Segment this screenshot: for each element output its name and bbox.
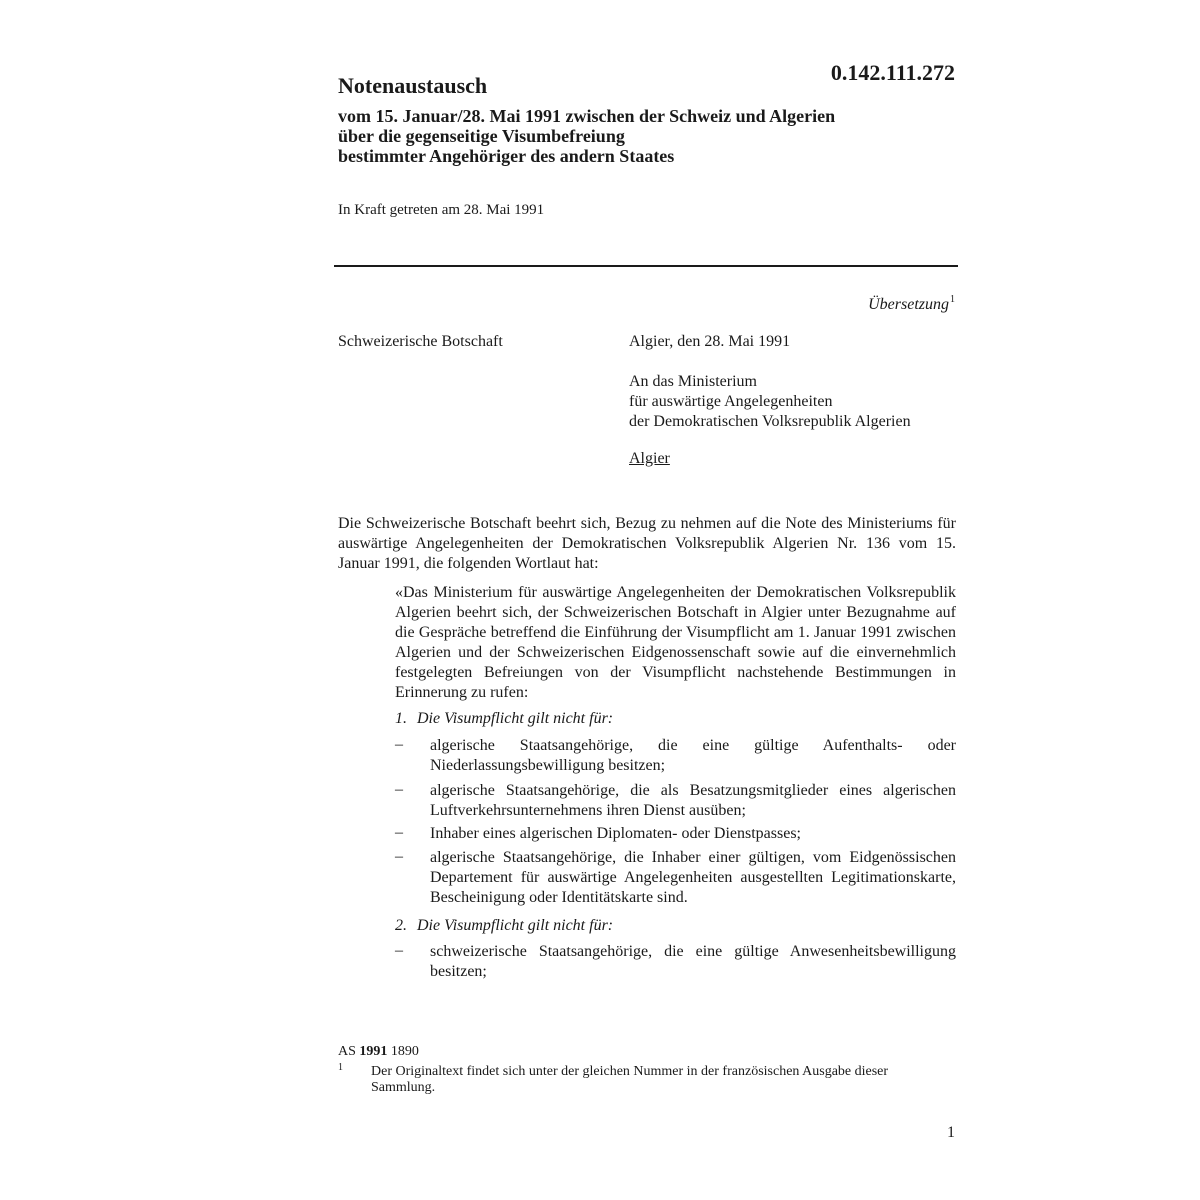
- list-item: schweizerische Staatsangehörige, die eine gültige Anwesenheitsbewilligung besitzen;: [430, 943, 956, 980]
- list-dash: –: [395, 848, 403, 865]
- section-number: 1.: [395, 710, 407, 727]
- sender: Schweizerische Botschaft: [338, 333, 503, 350]
- list-item: algerische Staatsangehörige, die als Besatzungsmitglieder eines algerischen Luftverkehrsunternehmens ihren Dienst ausüben;: [430, 782, 956, 819]
- translation-text: Übersetzung: [868, 296, 949, 313]
- header-divider: [334, 265, 958, 267]
- intro-paragraph: Die Schweizerische Botschaft beehrt sich, Bezug zu nehmen auf die Note des Ministeriums für auswärtige Angelegenheiten der Demokratischen Volksrepublik Algerien Nr. 136 vom 15. Januar 1991, die folgenden Wortlaut hat:: [338, 515, 956, 572]
- list-dash: –: [395, 942, 403, 959]
- section-number: 2.: [395, 917, 407, 934]
- footnote-number: 1: [338, 1062, 343, 1073]
- section-heading-text: Die Visumpflicht gilt nicht für:: [417, 917, 614, 934]
- footnote-ref: 1: [950, 294, 955, 305]
- list-item: algerische Staatsangehörige, die Inhaber einer gültigen, vom Eidgenössischen Departement für auswärtige Angelegenheiten ausgestellten Legitimationskarte, Bescheinigung oder Identitätskarte sind.: [430, 849, 956, 906]
- document-title: Notenaustausch: [338, 73, 488, 98]
- footnote-text: Der Originaltext findet sich unter der gleichen Nummer in der französischen Ausgabe dieser Sammlung.: [371, 1064, 889, 1095]
- section-heading-text: Die Visumpflicht gilt nicht für:: [417, 710, 614, 727]
- page-number: 1: [947, 1124, 955, 1141]
- quoted-note-paragraph: «Das Ministerium für auswärtige Angelegenheiten der Demokratischen Volksrepublik Algerien beehrt sich, der Schweizerischen Botschaft in Algier unter Bezugnahme auf die Gespräche betreffend die Einführung der Visumpflicht am 1. Januar 1991 zwischen Algerien und der Schweizerischen Eidgenossenschaft sowie auf die einvernehmlich festgelegten Befreiungen von der Visumpflicht nachstehende Bestimmungen in Erinnerung zu rufen:: [395, 584, 956, 701]
- list-dash: –: [395, 781, 403, 798]
- document-subtitle: [338, 106, 835, 166]
- subtitle-line: über die gegenseitige Visumbefreiung: [338, 126, 625, 146]
- list-item: algerische Staatsangehörige, die eine gültige Aufenthalts- oder Niederlassungsbewilligung besitzen;: [430, 737, 956, 774]
- section-heading: [395, 710, 613, 728]
- sr-number: 0.142.111.272: [830, 60, 955, 85]
- subtitle-line: bestimmter Angehöriger des andern Staates: [338, 146, 675, 166]
- as-prefix: AS: [338, 1044, 356, 1059]
- recipient-address: [629, 372, 911, 432]
- list-dash: –: [395, 736, 403, 753]
- section-heading: [395, 917, 613, 935]
- list-dash: –: [395, 824, 403, 841]
- official-collection-ref: [338, 1044, 419, 1060]
- place-date: Algier, den 28. Mai 1991: [629, 333, 791, 350]
- as-page: 1890: [390, 1044, 419, 1059]
- recipient-line: der Demokratischen Volksrepublik Algerien: [629, 413, 911, 430]
- recipient-line: für auswärtige Angelegenheiten: [629, 393, 833, 410]
- recipient-line: An das Ministerium: [629, 373, 757, 390]
- recipient-city: Algier: [629, 450, 670, 467]
- translation-label: [700, 296, 955, 314]
- subtitle-line: vom 15. Januar/28. Mai 1991 zwischen der Schweiz und Algerien: [338, 106, 836, 126]
- as-year: 1991: [359, 1044, 388, 1059]
- list-item: Inhaber eines algerischen Diplomaten- oder Dienstpasses;: [430, 825, 801, 842]
- in-force-date: In Kraft getreten am 28. Mai 1991: [338, 202, 545, 218]
